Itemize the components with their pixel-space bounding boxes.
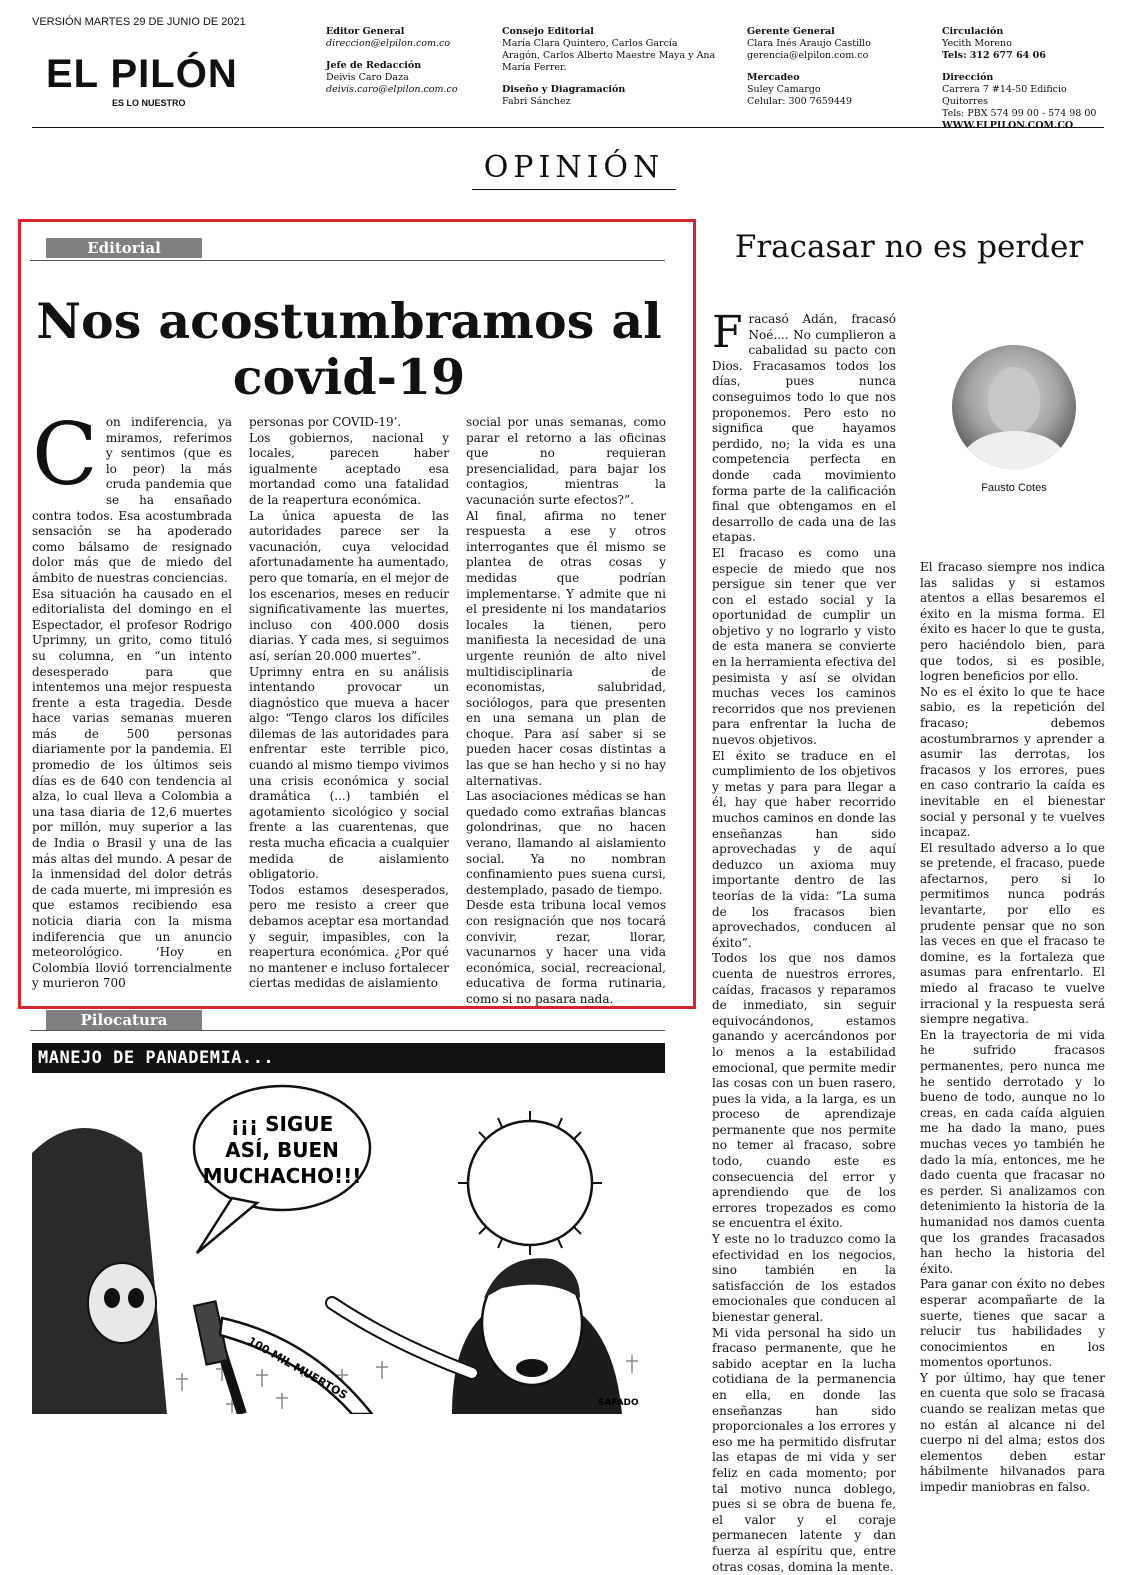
editorial-col1-text: on indiferencia, ya miramos, referimos y sentimos (que es lo peor) la más cruda pandemia que se ha ensañado contra todos. Esa acostumbrada sensación se ha apoderado como bálsamo de resignado dolor más que de miedo del ámbito de nuestras conciencias. Esa situación ha causado en el editorialista del domingo en el Espectador, el profesor Rodrigo Uprimny, un grito, como tituló su columna, en “un intento desesperado para que intentemos una mejor respuesta frente a esta tragedia. Desde hace varias semanas mueren más de 500 personas diariamente por la pandemia. El promedio de los últimos seis días es de 640 con tendencia al alza, lo cual lleva a Colombia a una tasa diaria de 12,6 muertes por millón, muy superior a las de India o Brasil y una de las más altas del mundo. A pesar de la inmensidad del dolor detrás de cada muerte, mi impresión es que estamos recibiendo esa noticia diaria con la misma indiferencia que un anuncio meteorológico. ‘Hoy en Colombia llovió torrencialmente y murieron 700	[32, 415, 232, 991]
gerente-name: Clara Inés Araujo Castillo	[747, 38, 871, 49]
editorial-tab-rule	[30, 260, 665, 261]
opinion-col1-text: El fracaso es como una especie de miedo que nos persigue sin tener que ver con el estado social y la oportunidad de cumplir un objetivo y no lograrlo y visto de esta manera se convierte en la herramienta efectiva del pesimista y así se olvidan muchas veces los caminos recorridos que nos previenen para enfrentar la lucha de nuevos objetivos. El éxito se traduce en el cumplimiento de los objetivos y metas y para para llegar a él, hay que haber recorrido muchos caminos en donde las enseñanzas han sido aprovechadas y de aquí deduzco un axioma muy importante dentro de las teorías de la vida: “La suma de los fracasos bien aprovechados, conducen al éxito”. Todos los que nos damos cuenta de nuestros errores, caídas, fracasos y reparamos de inmediato, sin seguir equivocándonos, estamos ganando y acercándonos por lo menos a la estabilidad emocional, que permite medir las cosas con un buen rasero, pues la vida, a la larga, es un proceso de aprendizaje permanente que nos permite no temer al fracaso, sobre todo, cuando este es consecuencia del error y aprendiendo que de los errores tropezados es como se encuentra el éxito. Y este no lo traduzco como la efectividad en los negocios, sino también en la satisfacción de los estados emocionales que conducen al bienestar general. Mi vida personal ha sido un fracaso permanente, que he sabido aceptar en la lucha cotidiana de la permanencia en ella, en donde las enseñanzas han sido proporcionales a los errores y eso me ha permitido disfrutar las etapas de mi vida y ser feliz en cada momento; por tal motivo nunca doblego, pues si se obra de buena fe, el valor y el coraje permanecen latente y dan fuerza al espíritu que, entre otras cosas, domina la mente.	[712, 545, 896, 1574]
editorial-dropcap: C	[32, 405, 98, 505]
edition-date: VERSIÓN MARTES 29 DE JUNIO DE 2021	[32, 16, 246, 28]
staff-block-editors	[326, 26, 486, 96]
headline-line-2: covid-19	[232, 348, 466, 406]
author-photo	[952, 345, 1076, 469]
circulacion-phone: Tels: 312 677 64 06	[942, 50, 1046, 61]
cartoon-drawing	[32, 1073, 665, 1414]
mercadeo-label: Mercadeo	[747, 72, 800, 83]
bubble-line-2: ASÍ, BUEN	[225, 1138, 339, 1162]
staff-block-circulacion	[942, 26, 1112, 132]
diseno-name: Fabri Sánchez	[502, 96, 571, 107]
consejo-names: María Clara Quintero, Carlos García Aragón, Carlos Alberto Maestre Maya y Ana María Ferrer.	[502, 38, 716, 73]
website-link[interactable]: WWW.ELPILON.COM.CO	[942, 120, 1074, 131]
section-title: OPINIÓN	[472, 150, 676, 190]
gerente-email[interactable]: gerencia@elpilon.com.co	[747, 50, 869, 61]
editorial-column-2: personas por COVID-19’. Los gobiernos, nacional y locales, parecen haber igualmente aceptado esa mortandad como una fatalidad de la reapertura económica. La única apuesta de las autoridades parece ser la vacunación, cuya velocidad afortunadamente ha aumentado, pero que tomaría, en el mejor de los escenarios, meses en reducir significativamente las muertes, incluso con 400.000 dosis diarias. Y cada mes, si seguimos así, serían 20.000 muertes”. Uprimny entra en su análisis intentando provocar un diagnóstico que mueva a hacer algo: “Tengo claros los difíciles dilemas de las autoridades para enfrentar este terrible pico, cuando al mismo tiempo vivimos una crisis económica y social dramática (...) también el agotamiento sicológico y social frente a las cuarentenas, que resta mucha eficacia a cualquier medida de aislamiento obligatorio. Todos estamos desesperados, pero me resisto a creer que debamos aceptar esa mortandad y seguir, impasibles, con la reapertura económica. ¿Por qué no mantener e incluso fortalecer ciertas medidas de aislamiento	[249, 415, 449, 991]
masthead-divider	[32, 127, 1104, 128]
circulacion-name: Yecith Moreno	[942, 38, 1012, 49]
author-name: Fausto Cotes	[981, 482, 1047, 494]
staff-block-gerencia	[747, 26, 917, 108]
editorial-cartoon	[32, 1041, 665, 1414]
circulacion-label: Circulación	[942, 26, 1004, 37]
staff-block-consejo	[502, 26, 716, 108]
direccion-address: Carrera 7 #14-50 Edificio Quitorres	[942, 84, 1067, 107]
direccion-phone: Tels: PBX 574 99 00 - 574 98 00	[942, 108, 1097, 119]
newspaper-slogan: ES LO NUESTRO	[112, 98, 186, 108]
diseno-label: Diseño y Diagramación	[502, 84, 626, 95]
editorial-headline	[30, 293, 668, 405]
editorial-column-1	[32, 405, 232, 991]
cartoonist-signature: SAFADO	[598, 1398, 639, 1408]
opinion-intro: racasó Adán, fracasó Noé.... No cumplieron a cabalidad su pacto con Dios. Fracasamos todos los días, pues nunca conseguimos todo lo que nos proponemos. Pero esto no significa que hayamos perdido, no; la vida es una competencia perfecta en donde cada movimiento forma parte de la calificación final que obtengamos en el desarrollo de cada una de las etapas.	[712, 312, 896, 545]
cartoon-banner: MANEJO DE PANADEMIA...	[32, 1043, 665, 1073]
editorial-column-3: social por unas semanas, como parar el retorno a las oficinas que no requieran presencialidad, para bajar los contagios, mientras la vacunación surte efectos?”. Al final, afirma no tener respuesta a ese y otros interrogantes que él mismo se plantea de otras cosas y medidas que podrían implementarse. Y admite que ni el presidente ni los mandatarios locales la tienen, pero manifiesta la necesidad de una urgente reunión de alto nivel multidisciplinaria de economistas, salubridad, sociólogos, para que presenten en una semana un plan de choque. Para así saber si se pueden hacer cosas distintas a las que se han hecho y si no hay alternativas. Las asociaciones médicas se han quedado como extrañas blancas golondrinas, que no hacen verano, llamando al aislamiento social. Ya no nombran confinamiento pues suena cursi, destemplado, pasado de tiempo. Desde esta tribuna local vemos con resignación que nos tocará convivir, rezar, llorar, vacunarnos y hacer una vida económica, social, recreacional, educativa de forma rutinaria, como si no pasara nada.	[466, 415, 666, 1006]
editor-general-label: Editor General	[326, 26, 405, 37]
opinion-title: Fracasar no es perder	[734, 229, 1084, 265]
scythe-text: 100 MIL MUERTOS	[245, 1334, 350, 1403]
opinion-column-1	[712, 307, 896, 1574]
headline-line-1: Nos acostumbramos al	[36, 292, 662, 350]
newspaper-logo[interactable]: EL PILÓN	[46, 52, 238, 96]
gerente-label: Gerente General	[747, 26, 835, 37]
pilocatura-tab-rule	[30, 1030, 665, 1031]
jefe-redaccion-label: Jefe de Redacción	[326, 60, 422, 71]
jefe-redaccion-email[interactable]: deivis.caro@elpilon.com.co	[326, 84, 458, 95]
consejo-label: Consejo Editorial	[502, 26, 594, 37]
bubble-line-3: MUCHACHO!!!	[202, 1164, 362, 1188]
direccion-label: Dirección	[942, 72, 994, 83]
pilocatura-tab: Pilocatura	[46, 1010, 202, 1030]
editor-general-email[interactable]: direccion@elpilon.com.co	[326, 38, 451, 49]
jefe-redaccion-name: Deivis Caro Daza	[326, 72, 409, 83]
bubble-line-1: ¡¡¡ SIGUE	[230, 1112, 334, 1136]
mercadeo-phone: Celular: 300 7659449	[747, 96, 852, 107]
opinion-dropcap: F	[712, 307, 743, 358]
mercadeo-name: Suley Camargo	[747, 84, 821, 95]
opinion-column-2: El fracaso siempre nos indica las salidas y si estamos atentos a ellas besaremos el éxito en la misma forma. El éxito es hacer lo que te gusta, pero haciéndolo bien, para que todos, si es posible, logren beneficios por ello. No es el éxito lo que te hace sabio, es la repetición del fracaso; debemos acostumbrarnos y aprender a asumir las derrotas, los fracasos y los errores, pues en caso contrario la caída es inevitable en el bienestar social y personal y te vuelves incapaz. El resultado adverso a lo que se pretende, el fracaso, puede afectarnos, pero si lo permitimos nunca podrás levantarte, por ello es prudente pensar que no son las veces en que el fracaso te domine, es la fortaleza que asumas para enfrentarlo. El miedo al fracaso te vuelve irracional y la respuesta será siempre negativa. En la trayectoria de mi vida he sufrido fracasos permanentes, pero nunca me he sentido derrotado y lo bueno de todo, aunque no lo creas, en cada caída alguien me ha dado la mano, pues muchas veces yo también he dado la mía, entonces, me he dado cuenta que fracasar no es perder. Si analizamos con detenimiento la historia de la humanidad nos damos cuenta que los grandes fracasados han hecho la historia del éxito. Para ganar con éxito no debes esperar acompañarte de la suerte, tienes que sacar a relucir tus habilidades y conocimientos en los momentos oportunos. Y por último, hay que tener en cuenta que solo se fracasa cuando se realizan metas que no están al alcance ni del cuerpo ni del alma; estos dos elementos deben estar hábilmente hilvanados para impedir maniobras en falso.	[920, 560, 1105, 1495]
editorial-tab: Editorial	[46, 238, 202, 258]
